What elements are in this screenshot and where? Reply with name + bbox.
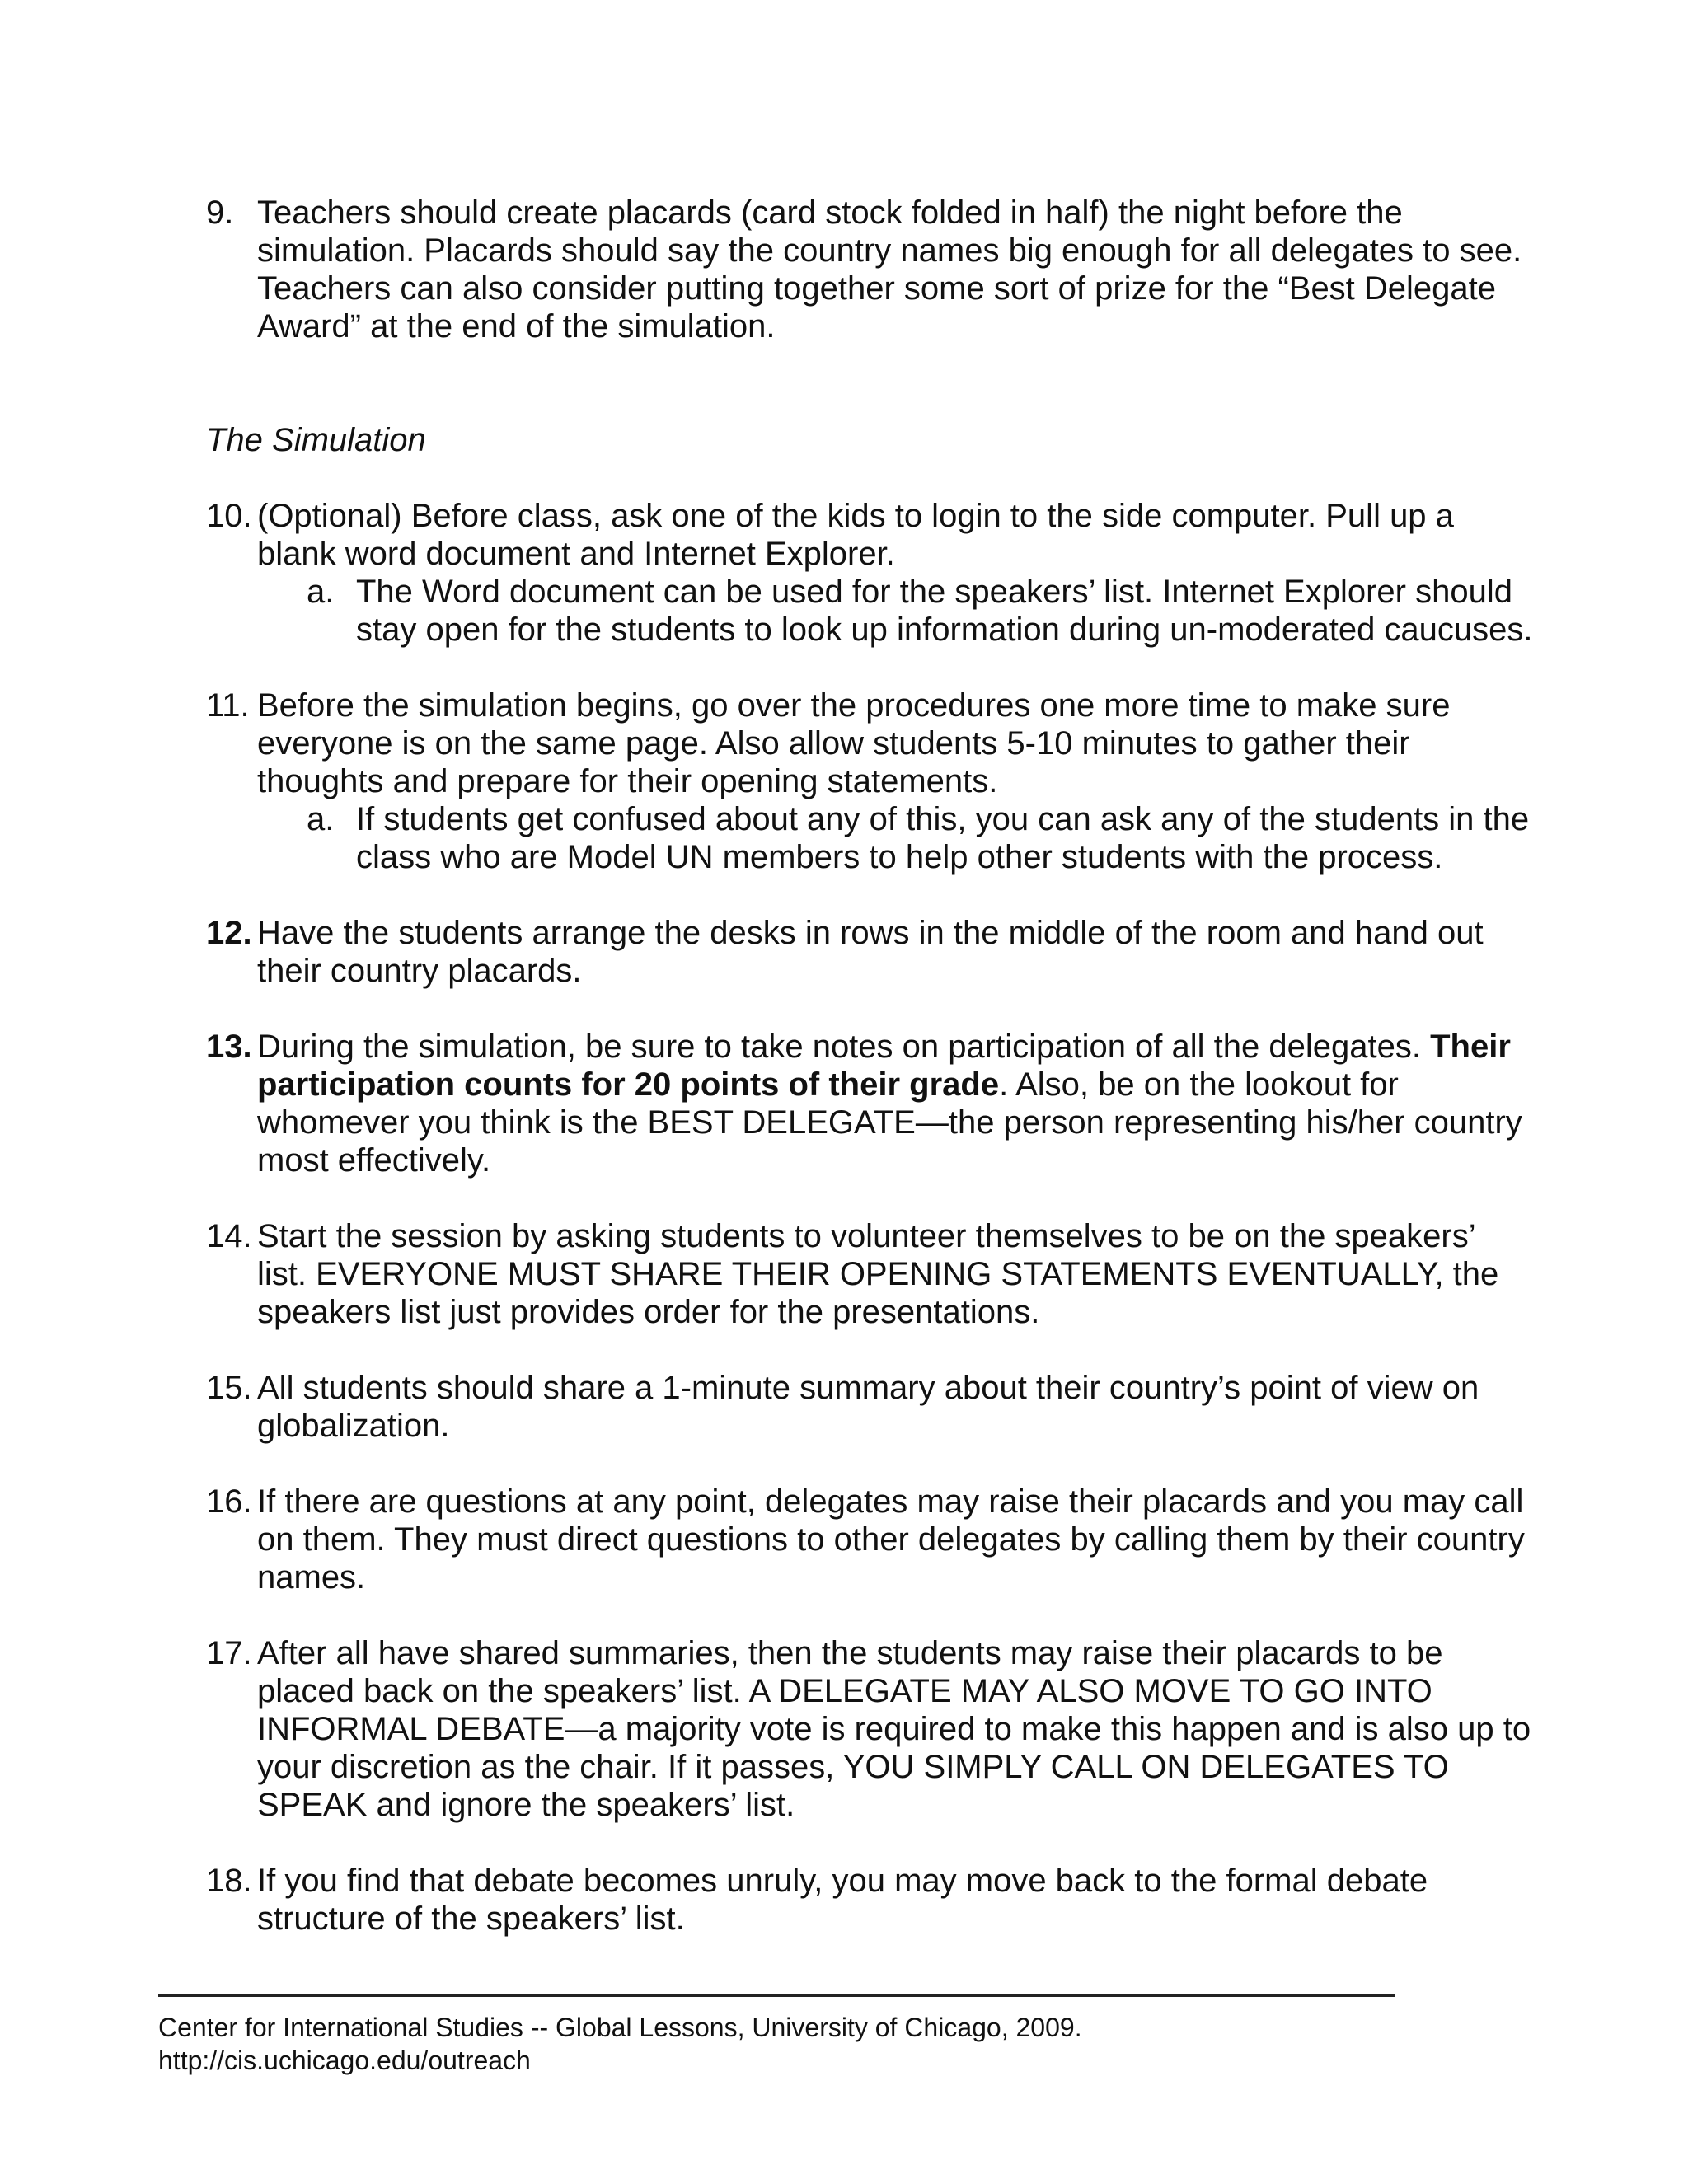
sub-item-letter: a. xyxy=(307,574,335,610)
item-number: 13. xyxy=(206,1029,252,1065)
list-item-18 xyxy=(206,1862,1533,1938)
list-item-14 xyxy=(206,1217,1533,1331)
item-number: 15. xyxy=(206,1370,252,1406)
item-text: If there are questions at any point, delegates may raise their placards and you may call on them. They must direct questions to other delegates by calling them by their country names. xyxy=(257,1483,1525,1596)
item-text xyxy=(257,1028,1533,1179)
list-item-16 xyxy=(206,1483,1533,1596)
list-item-13 xyxy=(206,1028,1533,1179)
item-number: 17. xyxy=(206,1635,252,1671)
section-heading: The Simulation xyxy=(206,422,426,458)
item-text: Start the session by asking students to volunteer themselves to be on the speakers’ list. EVERYONE MUST SHARE THEIR OPENING STATEMENTS EVENTUALLY, the speakers list just provides order for the presentations. xyxy=(257,1218,1499,1330)
list-item-15 xyxy=(206,1369,1533,1445)
item-number: 16. xyxy=(206,1483,252,1520)
footer-url: http://cis.uchicago.edu/outreach xyxy=(158,2046,531,2075)
item-text: All students should share a 1-minute summary about their country’s point of view on globalization. xyxy=(257,1370,1479,1444)
footer-citation: Center for International Studies -- Global Lessons, University of Chicago, 2009. xyxy=(158,2013,1082,2042)
item-text: After all have shared summaries, then the students may raise their placards to be placed back on the speakers’ list. A DELEGATE MAY ALSO MOVE TO GO INTO INFORMAL DEBATE—a majority vote is required to make this happen and is also up to your discretion as the chair. If it passes, YOU SIMPLY CALL ON DELEGATES TO SPEAK and ignore the speakers’ list. xyxy=(257,1635,1531,1823)
item-number: 18. xyxy=(206,1863,252,1899)
item-text: If you find that debate becomes unruly, you may move back to the formal debate structure of the speakers’ list. xyxy=(257,1863,1428,1937)
item-number: 11. xyxy=(206,687,250,724)
item-number: 14. xyxy=(206,1218,252,1254)
item-text: (Optional) Before class, ask one of the kids to login to the side computer. Pull up a blank word document and Internet Explorer. xyxy=(257,498,1454,572)
footer-divider xyxy=(158,1994,1395,1997)
list-item-11 xyxy=(206,687,1533,876)
sub-item-text: The Word document can be used for the speakers’ list. Internet Explorer should stay open for the students to look up information during un-moderated caucuses. xyxy=(356,574,1533,648)
sub-item-text: If students get confused about any of this, you can ask any of the students in the class who are Model UN members to help other students with the process. xyxy=(356,801,1530,875)
item-text-emphasis: Their participation counts for 20 points of their grade xyxy=(257,1029,1511,1103)
item-number: 10. xyxy=(206,498,252,534)
item-text: Have the students arrange the desks in rows in the middle of the room and hand out their country placards. xyxy=(257,915,1484,989)
item-text: Teachers should create placards (card stock folded in half) the night before the simulation. Placards should say the country names big enough for all delegates to see. Teachers can also consider putting together some sort of prize for the “Best Delegate Award” at the end of the simulation. xyxy=(257,194,1522,344)
sub-item-letter: a. xyxy=(307,801,335,837)
sub-item xyxy=(257,800,1533,876)
item-text: Before the simulation begins, go over the procedures one more time to make sure everyone is on the same page. Also allow students 5-10 minutes to gather their thoughts and prepare for their opening statements. xyxy=(257,687,1451,799)
list-item-10 xyxy=(206,497,1533,649)
item-number: 9. xyxy=(206,194,234,231)
item-text-part: During the simulation, be sure to take notes on participation of all the delegates. xyxy=(257,1029,1431,1065)
item-text-part: . Also, be on the lookout for whomever you think is the BEST DELEGATE—the person representing his/her country most effectively. xyxy=(257,1066,1522,1179)
list-item-9 xyxy=(206,194,1533,345)
list-item-12 xyxy=(206,914,1533,990)
list-item-17 xyxy=(206,1634,1533,1824)
document-body xyxy=(206,194,1533,1975)
item-number: 12. xyxy=(206,915,252,951)
footer xyxy=(158,2011,1082,2077)
sub-item xyxy=(257,573,1533,649)
